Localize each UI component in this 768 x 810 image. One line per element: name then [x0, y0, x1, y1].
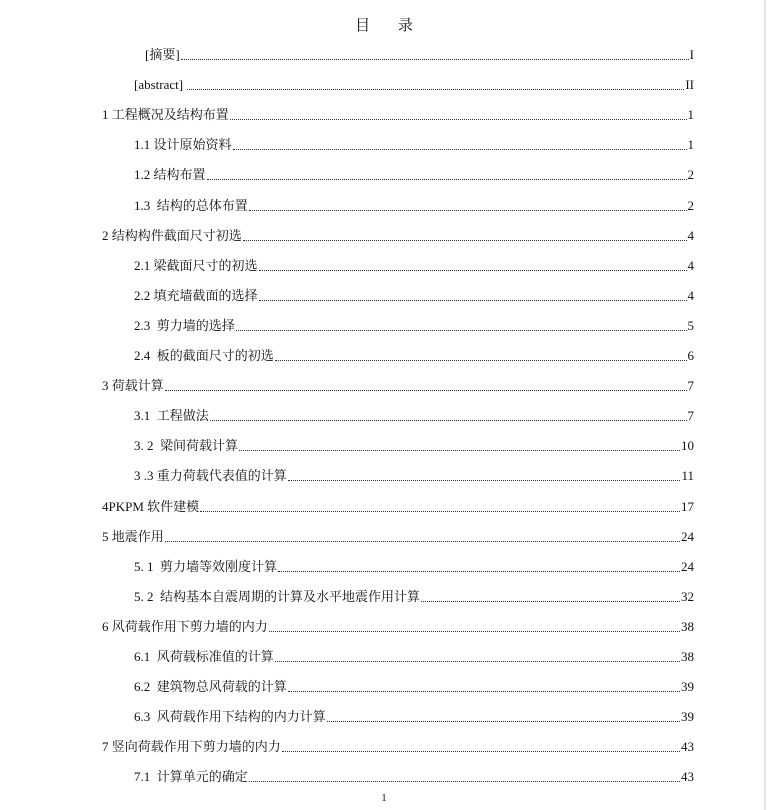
toc-section-entry[interactable] [134, 312, 694, 334]
dot-leader [275, 661, 680, 662]
toc-entry-label: 7.1 计算单元的确定 [134, 769, 248, 785]
dot-leader [288, 480, 681, 481]
toc-entry-page-number: 11 [681, 468, 694, 484]
toc-entry-label: 4PKPM 软件建模 [102, 498, 200, 514]
toc-entry-label: 5. 1 剪力墙等效刚度计算 [134, 558, 278, 574]
toc-entry-label: 5. 2 结构基本自震周期的计算及水平地震作用计算 [134, 588, 421, 604]
toc-chapter-entry[interactable] [102, 222, 694, 244]
toc-entry-label: 2.2 填充墙截面的选择 [134, 287, 258, 303]
toc-entry-page-number: 1 [687, 107, 694, 123]
toc-title: 目 录 [355, 18, 425, 34]
dot-leader [210, 420, 687, 421]
page-number-footer: 1 [381, 792, 387, 804]
toc-entry-page-number: 39 [681, 709, 694, 725]
dot-leader [230, 119, 687, 120]
toc-entry-page-number: 4 [687, 257, 694, 273]
toc-section-entry[interactable] [134, 282, 694, 304]
dot-leader [239, 450, 680, 451]
toc-entry-page-number: 2 [687, 167, 694, 183]
toc-entry-label: 2.1 梁截面尺寸的初选 [134, 257, 258, 273]
toc-section-entry[interactable] [134, 71, 694, 93]
toc-entry-label: 7 竖向荷载作用下剪力墙的内力 [102, 739, 281, 755]
dot-leader [269, 631, 680, 632]
dot-leader [243, 240, 687, 241]
toc-chapter-entry[interactable] [102, 523, 694, 545]
toc-section-entry[interactable] [134, 643, 694, 665]
dot-leader [236, 330, 687, 331]
toc-section-entry[interactable] [134, 402, 694, 424]
dot-leader [165, 390, 687, 391]
toc-section-entry[interactable] [134, 252, 694, 274]
toc-section-entry[interactable] [134, 763, 694, 785]
toc-entry-page-number: 17 [681, 498, 694, 514]
toc-entry-label: 1.2 结构布置 [134, 167, 206, 183]
toc-entry-label: 6.1 风荷载标准值的计算 [134, 649, 274, 664]
toc-entry-page-number: 7 [687, 378, 694, 394]
dot-leader [233, 149, 687, 150]
toc-chapter-entry[interactable] [102, 101, 694, 123]
toc-entry-page-number: 24 [681, 558, 694, 574]
toc-entry-label: 3 .3 重力荷载代表值的计算 [134, 468, 287, 484]
dot-leader [207, 179, 687, 180]
toc-entry-label: 3. 2 梁间荷载计算 [134, 438, 239, 454]
toc-entry-page-number: 39 [681, 679, 694, 695]
toc-entry-label: 6.2 建筑物总风荷载的计算 [134, 679, 287, 695]
toc-chapter-entry[interactable] [102, 613, 694, 635]
toc-entry-label: 3 荷载计算 [102, 378, 164, 394]
toc-section-entry[interactable] [134, 161, 694, 183]
toc-entry-page-number: 1 [687, 137, 694, 153]
toc-entry-label: 3.1 工程做法 [134, 408, 209, 424]
dot-leader [278, 571, 680, 572]
dot-leader [200, 511, 680, 512]
dot-leader [288, 691, 680, 692]
toc-entry-label: 1 工程概况及结构布置 [102, 107, 229, 123]
dot-leader [275, 360, 687, 361]
toc-chapter-entry[interactable] [102, 733, 694, 755]
toc-entry-label: 5 地震作用 [102, 528, 164, 544]
toc-section-entry[interactable] [134, 553, 694, 575]
toc-entry-page-number: 5 [687, 317, 694, 333]
toc-entry-page-number: II [685, 77, 694, 93]
toc-section-entry[interactable] [134, 583, 694, 605]
toc-entry-label: 2.3 剪力墙的选择 [134, 317, 235, 333]
toc-entry-page-number: 24 [681, 528, 694, 544]
toc-entry-label: 2 结构构件截面尺寸初选 [102, 227, 242, 243]
page-edge-divider [764, 0, 766, 810]
dot-leader [165, 541, 680, 542]
dot-leader [282, 751, 680, 752]
toc-entry-label: 6.3 风荷载作用下结构的内力计算 [134, 709, 326, 725]
toc-entry-page-number: 6 [687, 348, 694, 363]
toc-section-entry[interactable] [145, 41, 694, 63]
toc-entry-label: 6 风荷载作用下剪力墙的内力 [102, 618, 268, 634]
toc-entry-page-number: I [689, 47, 694, 62]
dot-leader [259, 300, 687, 301]
toc-entry-page-number: 4 [687, 287, 694, 303]
toc-section-entry[interactable] [134, 192, 694, 214]
toc-section-entry[interactable] [134, 432, 694, 454]
toc-entry-page-number: 4 [687, 227, 694, 243]
toc-chapter-entry[interactable] [102, 493, 694, 515]
toc-section-entry[interactable] [134, 462, 694, 484]
toc-entry-label: [abstract] [134, 77, 187, 93]
toc-entry-label: 1.3 结构的总体布置 [134, 197, 248, 213]
toc-entry-label: 2.4 板的截面尺寸的初选 [134, 348, 274, 363]
dot-leader [421, 601, 680, 602]
toc-entry-page-number: 38 [681, 618, 694, 634]
toc-entry-label: 1.1 设计原始资料 [134, 137, 232, 153]
toc-entry-page-number: 2 [687, 197, 694, 213]
toc-section-entry[interactable] [134, 703, 694, 725]
toc-entry-page-number: 10 [681, 438, 694, 454]
toc-entry-page-number: 43 [681, 739, 694, 755]
toc-entry-label: [摘要] [145, 47, 180, 62]
toc-entry-page-number: 38 [681, 649, 694, 664]
dot-leader [249, 781, 680, 782]
toc-section-entry[interactable] [134, 342, 694, 364]
dot-leader [327, 721, 680, 722]
toc-entry-page-number: 7 [687, 408, 694, 424]
toc-entry-page-number: 43 [681, 769, 694, 785]
dot-leader [249, 210, 687, 211]
dot-leader [259, 270, 687, 271]
toc-section-entry[interactable] [134, 131, 694, 153]
toc-entry-page-number: 32 [681, 588, 694, 604]
dot-leader [187, 89, 684, 90]
toc-chapter-entry[interactable] [102, 372, 694, 394]
toc-section-entry[interactable] [134, 673, 694, 695]
dot-leader [181, 59, 689, 60]
